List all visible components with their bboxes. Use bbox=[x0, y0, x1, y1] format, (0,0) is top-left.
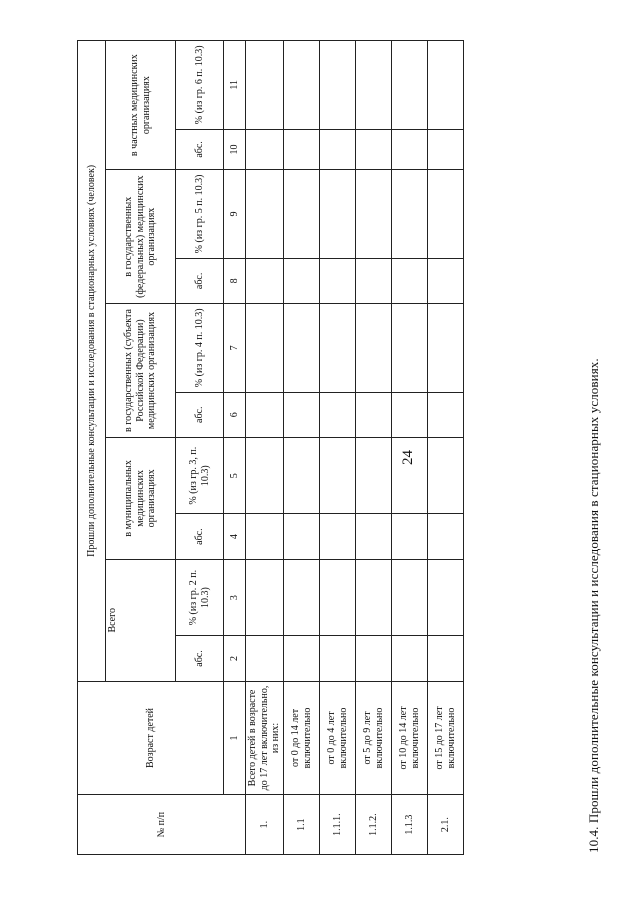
header-abs: абс. bbox=[176, 129, 224, 170]
col-number: 6 bbox=[224, 392, 246, 437]
row-label: Всего детей в возрасте до 17 лет включительно, из них: bbox=[246, 681, 284, 795]
header-abs: абс. bbox=[176, 514, 224, 559]
row-label: от 10 до 14 лет включительно bbox=[392, 681, 428, 795]
col-number: 7 bbox=[224, 304, 246, 392]
header-abs: абс. bbox=[176, 258, 224, 303]
header-pct-private: % (из гр. 6 п. 10.3) bbox=[176, 41, 224, 130]
row-num: 1.1 bbox=[284, 795, 320, 855]
header-age: Возраст детей bbox=[78, 681, 224, 795]
row-label: от 0 до 4 лет включительно bbox=[320, 681, 356, 795]
header-pct-total: % (из гр. 2 п. 10.3) bbox=[176, 559, 224, 635]
page-number: 24 bbox=[400, 450, 416, 465]
header-main: Прошли дополнительные консультации и исследования в стационарных условиях (человек) bbox=[78, 41, 106, 682]
header-pct-federal: % (из гр. 5 п. 10.3) bbox=[176, 170, 224, 258]
table-row bbox=[392, 41, 428, 855]
header-private: в частных медицинских организациях bbox=[106, 41, 176, 170]
row-num: 2.1. bbox=[428, 795, 464, 855]
row-num: 1. bbox=[246, 795, 284, 855]
col-number: 11 bbox=[224, 41, 246, 130]
row-num: 1.1.2. bbox=[356, 795, 392, 855]
col-number: 10 bbox=[224, 129, 246, 170]
header-total: Всего bbox=[106, 559, 176, 681]
header-abs: абс. bbox=[176, 392, 224, 437]
col-number: 9 bbox=[224, 170, 246, 258]
header-subject: в государственных (субъекта Российской Федерации) медицинских организациях bbox=[106, 304, 176, 438]
col-number: 1 bbox=[224, 681, 246, 795]
col-number: 5 bbox=[224, 437, 246, 513]
header-num: № п/п bbox=[78, 795, 246, 855]
header-pct-subject: % (из гр. 4 п. 10.3) bbox=[176, 304, 224, 392]
section-caption: 10.4. Прошли дополнительные консультации и исследования в стационарных условиях. bbox=[586, 358, 601, 853]
row-label: от 15 до 17 лет включительно bbox=[428, 681, 464, 795]
table-row bbox=[428, 41, 464, 855]
row-label: от 0 до 14 лет включительно bbox=[284, 681, 320, 795]
col-number: 3 bbox=[224, 559, 246, 635]
header-municipal: в муниципальных медицинских организациях bbox=[106, 437, 176, 559]
row-num: 1.1.1. bbox=[320, 795, 356, 855]
col-number: 2 bbox=[224, 636, 246, 681]
row-label: от 5 до 9 лет включительно bbox=[356, 681, 392, 795]
col-number: 8 bbox=[224, 258, 246, 303]
header-pct-municipal: % (из гр. 3, п. 10.3) bbox=[176, 437, 224, 513]
table-row bbox=[284, 41, 320, 855]
col-number: 4 bbox=[224, 514, 246, 559]
header-abs: абс. bbox=[176, 636, 224, 681]
row-num: 1.1.3 bbox=[392, 795, 428, 855]
table-row bbox=[356, 41, 392, 855]
consultations-table bbox=[77, 40, 464, 855]
table-row bbox=[246, 41, 284, 855]
table-row bbox=[320, 41, 356, 855]
header-federal: в государственных (федеральных) медицинских организациях bbox=[106, 170, 176, 304]
